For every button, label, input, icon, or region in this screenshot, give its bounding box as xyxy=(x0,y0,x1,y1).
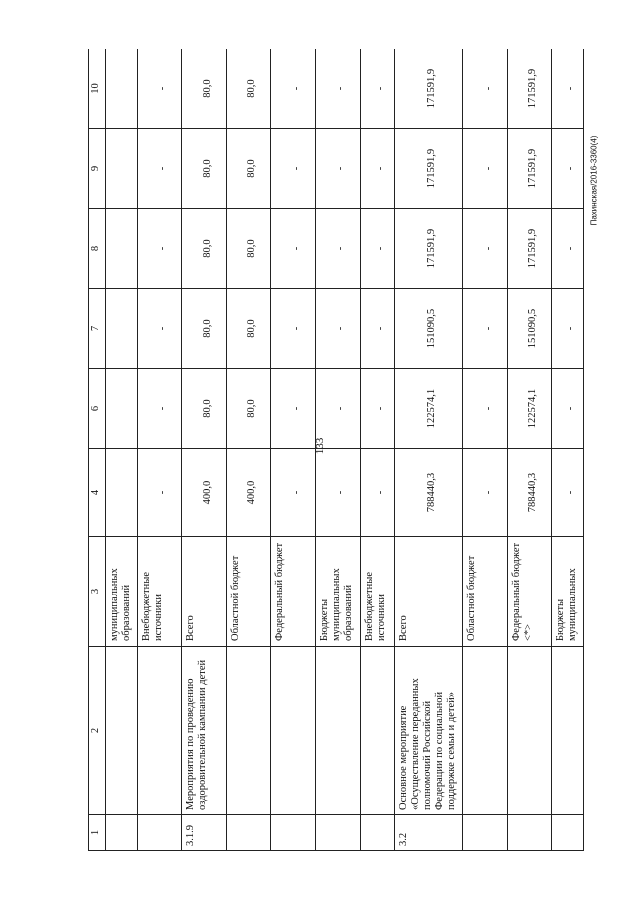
value-cell: - xyxy=(552,369,584,449)
value-cell: 80,0 xyxy=(182,209,227,289)
row-number-cell: 3.2 xyxy=(395,815,463,851)
table-row xyxy=(507,49,552,851)
funding-source-cell: Всего xyxy=(395,537,463,647)
activity-name-cell xyxy=(552,647,584,815)
value-cell: 171591,9 xyxy=(507,49,552,129)
activity-name-cell xyxy=(271,647,316,815)
value-cell: - xyxy=(271,129,316,209)
value-cell: - xyxy=(552,129,584,209)
value-cell: - xyxy=(360,209,394,289)
table-row xyxy=(182,49,227,851)
value-cell: - xyxy=(271,49,316,129)
row-number-cell xyxy=(316,815,361,851)
activity-name-cell: Основное мероприятие «Осуществление переданных полномочий Российской Федерации по социальной поддержке семьи и детей» xyxy=(395,647,463,815)
value-cell: - xyxy=(360,449,394,537)
value-cell: - xyxy=(137,209,182,289)
value-cell xyxy=(106,289,138,369)
table-row xyxy=(137,49,182,851)
value-cell: 171591,9 xyxy=(395,209,463,289)
value-cell: - xyxy=(552,209,584,289)
value-cell xyxy=(106,209,138,289)
column-header: 3 xyxy=(89,537,106,647)
table-row xyxy=(316,49,361,851)
funding-source-cell: Федеральный бюджет <*> xyxy=(507,537,552,647)
column-header: 6 xyxy=(89,369,106,449)
activity-name-cell xyxy=(316,647,361,815)
value-cell: - xyxy=(137,449,182,537)
value-cell: 400,0 xyxy=(226,449,271,537)
value-cell: - xyxy=(463,49,508,129)
budget-table xyxy=(88,49,584,851)
value-cell: 80,0 xyxy=(182,289,227,369)
value-cell: - xyxy=(463,209,508,289)
document-id: Пахинская/2016-3360(4) xyxy=(589,135,599,226)
row-number-cell: 3.1.9 xyxy=(182,815,227,851)
value-cell: - xyxy=(137,49,182,129)
value-cell: - xyxy=(137,129,182,209)
column-header: 4 xyxy=(89,449,106,537)
value-cell: 122574,1 xyxy=(395,369,463,449)
funding-source-cell: Всего xyxy=(182,537,227,647)
value-cell: - xyxy=(271,209,316,289)
value-cell: 151090,5 xyxy=(395,289,463,369)
value-cell: - xyxy=(463,289,508,369)
activity-name-cell xyxy=(507,647,552,815)
value-cell: - xyxy=(552,449,584,537)
funding-source-cell: Федеральный бюджет xyxy=(271,537,316,647)
value-cell: 80,0 xyxy=(226,49,271,129)
activity-name-cell xyxy=(360,647,394,815)
row-number-cell xyxy=(507,815,552,851)
value-cell: - xyxy=(360,289,394,369)
value-cell: 80,0 xyxy=(182,369,227,449)
value-cell: - xyxy=(316,449,361,537)
value-cell: - xyxy=(360,129,394,209)
table-row xyxy=(463,49,508,851)
funding-source-cell: муниципальных образований xyxy=(106,537,138,647)
activity-name-cell xyxy=(463,647,508,815)
row-number-cell xyxy=(552,815,584,851)
table-row xyxy=(395,49,463,851)
value-cell: - xyxy=(463,369,508,449)
activity-name-cell xyxy=(106,647,138,815)
value-cell: - xyxy=(271,289,316,369)
value-cell: - xyxy=(360,49,394,129)
value-cell: 151090,5 xyxy=(507,289,552,369)
funding-source-cell: Внебюджетные источники xyxy=(137,537,182,647)
table-row xyxy=(226,49,271,851)
table-row xyxy=(106,49,138,851)
value-cell: 80,0 xyxy=(182,49,227,129)
column-header: 7 xyxy=(89,289,106,369)
value-cell: - xyxy=(360,369,394,449)
column-header: 9 xyxy=(89,129,106,209)
value-cell: - xyxy=(316,289,361,369)
column-header: 2 xyxy=(89,647,106,815)
value-cell xyxy=(106,49,138,129)
value-cell: - xyxy=(137,289,182,369)
table-row xyxy=(360,49,394,851)
row-number-cell xyxy=(106,815,138,851)
column-header: 1 xyxy=(89,815,106,851)
row-number-cell xyxy=(271,815,316,851)
funding-source-cell: Бюджеты муниципальных xyxy=(552,537,584,647)
value-cell: - xyxy=(552,49,584,129)
value-cell: - xyxy=(316,49,361,129)
value-cell: 171591,9 xyxy=(395,129,463,209)
value-cell: 80,0 xyxy=(226,369,271,449)
funding-source-cell: Областной бюджет xyxy=(226,537,271,647)
value-cell: 400,0 xyxy=(182,449,227,537)
funding-source-cell: Внебюджетные источники xyxy=(360,537,394,647)
value-cell: - xyxy=(316,369,361,449)
value-cell: - xyxy=(316,209,361,289)
value-cell: - xyxy=(271,369,316,449)
activity-name-cell xyxy=(137,647,182,815)
activity-name-cell: Мероприятия по проведению оздоровительной кампании детей xyxy=(182,647,227,815)
rotated-table-wrapper xyxy=(88,49,584,851)
value-cell: 788440,3 xyxy=(395,449,463,537)
value-cell: - xyxy=(552,289,584,369)
funding-source-cell: Областной бюджет xyxy=(463,537,508,647)
value-cell: - xyxy=(463,129,508,209)
value-cell: 122574,1 xyxy=(507,369,552,449)
value-cell: 171591,9 xyxy=(395,49,463,129)
column-header: 10 xyxy=(89,49,106,129)
value-cell: - xyxy=(137,369,182,449)
activity-name-cell xyxy=(226,647,271,815)
value-cell: - xyxy=(271,449,316,537)
column-header: 8 xyxy=(89,209,106,289)
value-cell: 80,0 xyxy=(226,129,271,209)
budget-table-sheet xyxy=(88,49,584,851)
value-cell: - xyxy=(316,129,361,209)
value-cell: 788440,3 xyxy=(507,449,552,537)
value-cell: - xyxy=(463,449,508,537)
value-cell: 80,0 xyxy=(226,209,271,289)
value-cell: 80,0 xyxy=(226,289,271,369)
row-number-cell xyxy=(360,815,394,851)
value-cell: 171591,9 xyxy=(507,129,552,209)
value-cell xyxy=(106,369,138,449)
funding-source-cell: Бюджеты муниципальных образований xyxy=(316,537,361,647)
row-number-cell xyxy=(137,815,182,851)
table-row xyxy=(271,49,316,851)
page-number: 133 xyxy=(314,437,326,455)
value-cell xyxy=(106,449,138,537)
value-cell xyxy=(106,129,138,209)
table-row xyxy=(552,49,584,851)
header-row xyxy=(89,49,106,851)
value-cell: 171591,9 xyxy=(507,209,552,289)
row-number-cell xyxy=(463,815,508,851)
row-number-cell xyxy=(226,815,271,851)
value-cell: 80,0 xyxy=(182,129,227,209)
